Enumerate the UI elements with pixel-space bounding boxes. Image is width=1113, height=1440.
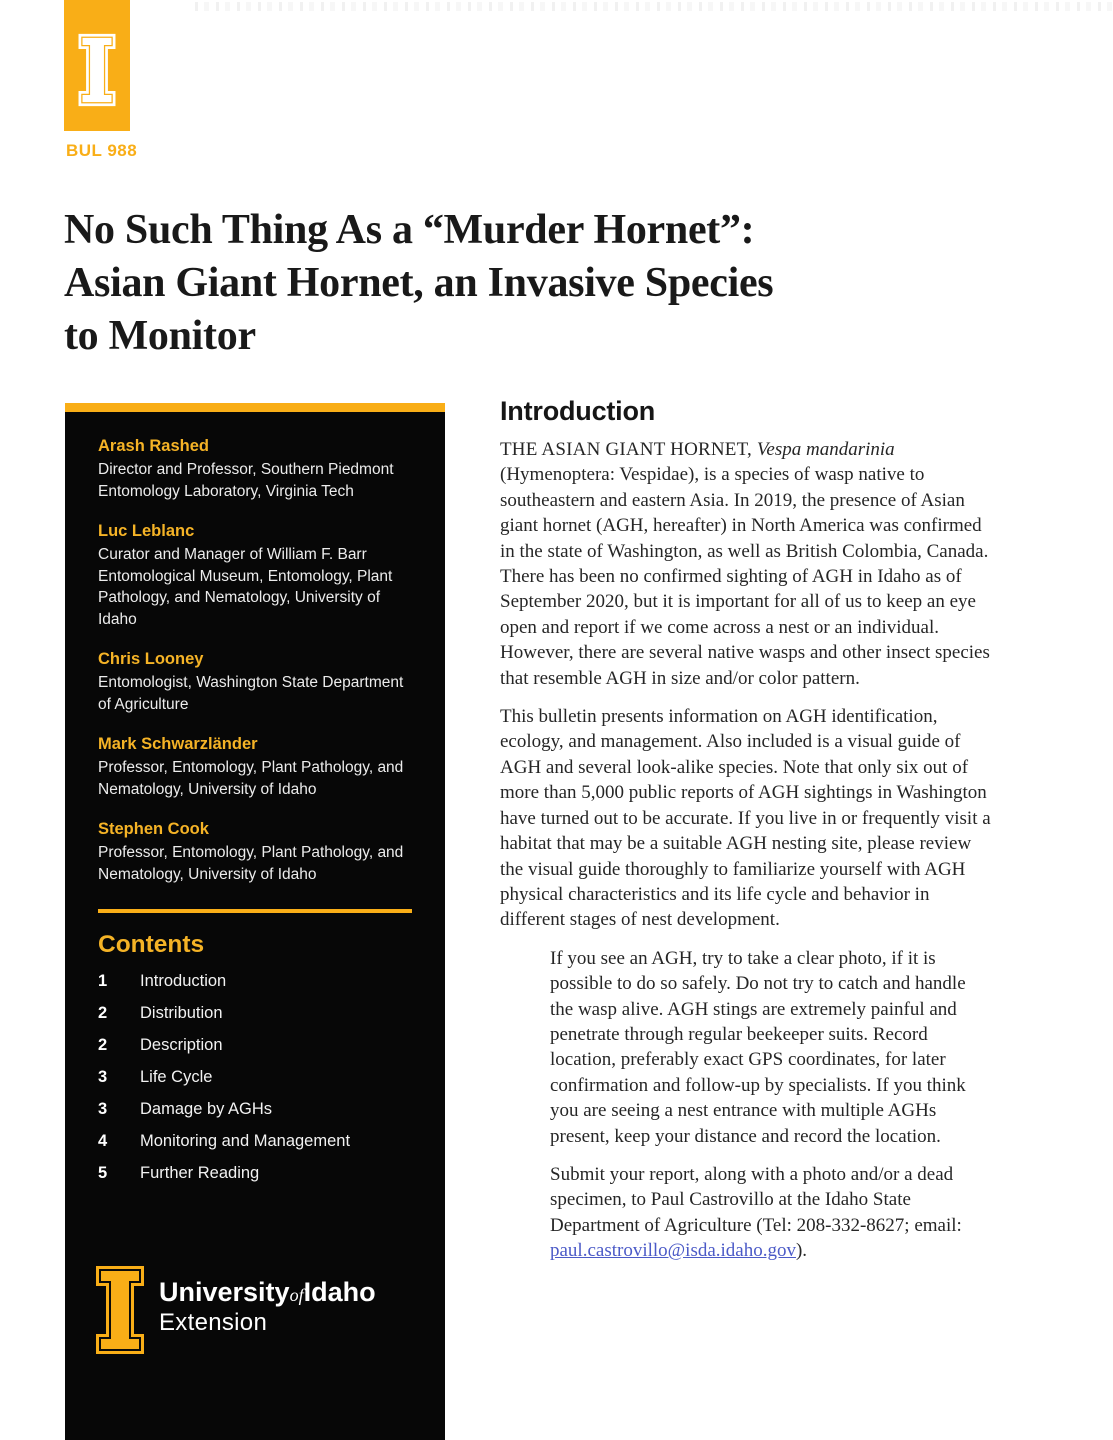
intro-paragraph-4	[550, 1162, 992, 1264]
intro-paragraph-2: This bulletin presents information on AGH identification, ecology, and management. Also included is a visual guide of AGH and several look-alike species. Note that only six out of more than 5,000 public reports of AGH sightings in Washington have turned out to be accurate. If you live in or frequently visit a habitat that may be a suitable AGH nesting site, please review the visual guide thoroughly to familiarize yourself with AGH physical characteristics and its life cycle and behavior in different stages of nest development.	[500, 706, 991, 931]
contents-page-number: 2	[98, 1004, 108, 1022]
paragraph-text: Submit your report, along with a photo and/or a dead specimen, to Paul Castrovillo at the Idaho State Department of Agriculture (Tel: 208-332-8627; email:	[550, 1163, 962, 1236]
author-block	[98, 649, 412, 715]
contents-item	[98, 1163, 412, 1183]
contents-page-number: 1	[98, 972, 108, 990]
intro-paragraph-3: If you see an AGH, try to take a clear photo, if it is possible to do so safely. Do not try to catch and handle the wasp alive. AGH stings are extremely painful and penetrate through regular beekeeper suits. Record location, preferably exact GPS coordinates, for later confirmation and follow-up by specialists. If you think you are seeing a nest entrance with multiple AGHs present, keep your distance and record the location.	[550, 947, 966, 1147]
contents-item	[98, 1035, 412, 1055]
page-title-line3: to Monitor	[64, 313, 256, 359]
contents-heading: Contents	[98, 931, 205, 958]
contents-page-number: 3	[98, 1068, 108, 1086]
main-column	[500, 396, 992, 1277]
contents-label: Introduction	[140, 972, 227, 990]
author-name: Mark Schwarzländer	[98, 735, 258, 753]
contents-divider	[98, 909, 412, 913]
contents-label: Distribution	[140, 1004, 223, 1022]
sidebar-panel	[65, 412, 445, 1440]
author-block	[98, 521, 412, 630]
author-role: Professor, Entomology, Plant Pathology, and Nematology, University of Idaho	[98, 759, 404, 798]
species-name-italic: Vespa mandarinia	[756, 439, 895, 460]
author-name: Luc Leblanc	[98, 522, 195, 540]
contents-page-number: 5	[98, 1164, 108, 1182]
contents-item	[98, 1099, 412, 1119]
contents-item	[98, 971, 412, 991]
lead-caps-text: THE ASIAN GIANT HORNET,	[500, 439, 757, 460]
intro-paragraph-1	[500, 437, 992, 691]
uidaho-extension-logo	[95, 1264, 376, 1356]
author-block	[98, 734, 412, 800]
contents-page-number: 4	[98, 1132, 108, 1150]
bulletin-number: BUL 988	[66, 141, 138, 160]
author-name: Stephen Cook	[98, 820, 209, 838]
author-role: Entomologist, Washington State Department of Agriculture	[98, 674, 404, 713]
uidaho-extension-wordmark	[159, 1278, 376, 1336]
page-title	[64, 204, 984, 363]
sidebar	[65, 403, 445, 1440]
author-block	[98, 819, 412, 885]
contents-item	[98, 1003, 412, 1023]
contents-page-number: 3	[98, 1100, 108, 1118]
author-role: Professor, Entomology, Plant Pathology, and Nematology, University of Idaho	[98, 844, 404, 883]
page-top-scan-artifact	[195, 2, 1113, 11]
contents-label: Description	[140, 1036, 223, 1054]
wordmark-university: University	[159, 1277, 290, 1307]
sidebar-gold-bar	[65, 403, 445, 412]
uidaho-masthead-block	[64, 0, 130, 131]
paragraph-text: ).	[795, 1240, 808, 1262]
email-link[interactable]: paul.castrovillo@isda.idaho.gov	[550, 1240, 796, 1262]
contents-label: Further Reading	[140, 1164, 260, 1182]
contents-label: Life Cycle	[140, 1068, 213, 1086]
contents-item	[98, 1067, 412, 1087]
section-heading-introduction: Introduction	[500, 396, 656, 426]
contents-label: Monitoring and Management	[140, 1132, 351, 1150]
page-title-line1: No Such Thing As a “Murder Hornet”:	[64, 207, 755, 253]
wordmark-idaho: Idaho	[303, 1277, 376, 1307]
contents-list	[98, 971, 412, 1183]
page-title-line2: Asian Giant Hornet, an Invasive Species	[64, 260, 774, 306]
contents-item	[98, 1131, 412, 1151]
author-block	[98, 436, 412, 502]
contents-label: Damage by AGHs	[140, 1100, 273, 1118]
paragraph-text: (Hymenoptera: Vespidae), is a species of wasp native to southeastern and eastern Asia. In 2019, the presence of Asian giant hornet (AGH, hereafter) in North America was confirmed in the state of Washington, as well as British Colombia, Canada. There has been no confirmed sighting of AGH in Idaho as of September 2020, but it is important for all of us to keep an eye open and report if we come across a nest or an individual. However, there are several native wasps and other insect species that resemble AGH in size and/or color pattern.	[500, 464, 990, 689]
contents-page-number: 2	[98, 1036, 108, 1054]
block-i-icon	[76, 25, 118, 115]
author-name: Arash Rashed	[98, 437, 209, 455]
block-i-icon	[95, 1264, 145, 1356]
wordmark-of: of	[289, 1285, 304, 1305]
author-role: Director and Professor, Southern Piedmont Entomology Laboratory, Virginia Tech	[98, 461, 394, 500]
wordmark-extension: Extension	[159, 1309, 268, 1336]
author-name: Chris Looney	[98, 650, 204, 668]
author-role: Curator and Manager of William F. Barr Entomological Museum, Entomology, Plant Pathology, and Nematology, University of Idaho	[98, 546, 393, 628]
